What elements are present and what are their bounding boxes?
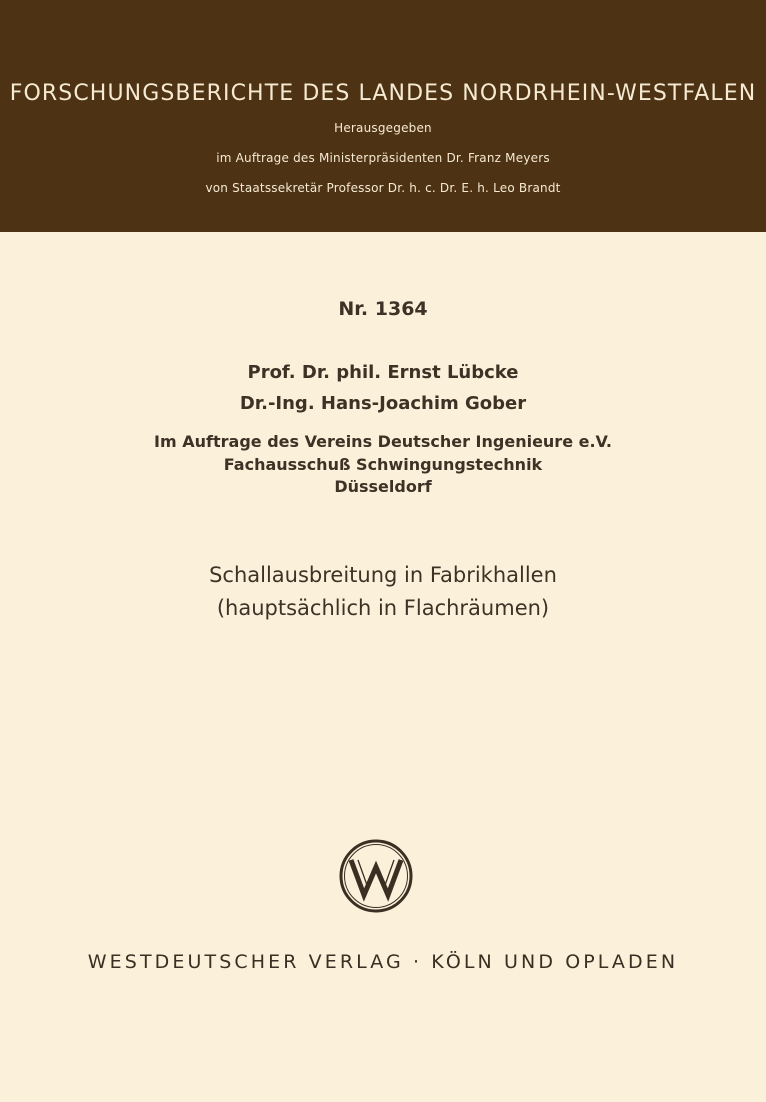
series-title: FORSCHUNGSBERICHTE DES LANDES NORDRHEIN-WESTFALEN	[9, 81, 757, 106]
publisher-name: WESTDEUTSCHER VERLAG · KÖLN UND OPLADEN	[87, 951, 679, 973]
author-2: Dr.-Ing. Hans-Joachim Gober	[239, 393, 527, 414]
editor-line-1: Herausgegeben	[334, 121, 432, 135]
commission-line-1: Im Auftrage des Vereins Deutscher Ingenieure e.V.	[154, 432, 612, 451]
commission-line-3: Düsseldorf	[334, 477, 432, 496]
book-title-line-1: Schallausbreitung in Fabrikhallen	[209, 563, 557, 587]
westdeutscher-verlag-w-logo-icon	[338, 838, 414, 914]
series-header-band	[0, 0, 766, 232]
commission-line-2: Fachausschuß Schwingungstechnik	[223, 455, 543, 474]
editor-line-2: im Auftrage des Ministerpräsidenten Dr. Franz Meyers	[216, 151, 550, 165]
book-title-line-2: (hauptsächlich in Flachräumen)	[216, 596, 550, 620]
report-number: Nr. 1364	[338, 298, 428, 320]
author-1: Prof. Dr. phil. Ernst Lübcke	[247, 362, 519, 383]
editor-line-3: von Staatssekretär Professor Dr. h. c. Dr. E. h. Leo Brandt	[205, 181, 561, 195]
